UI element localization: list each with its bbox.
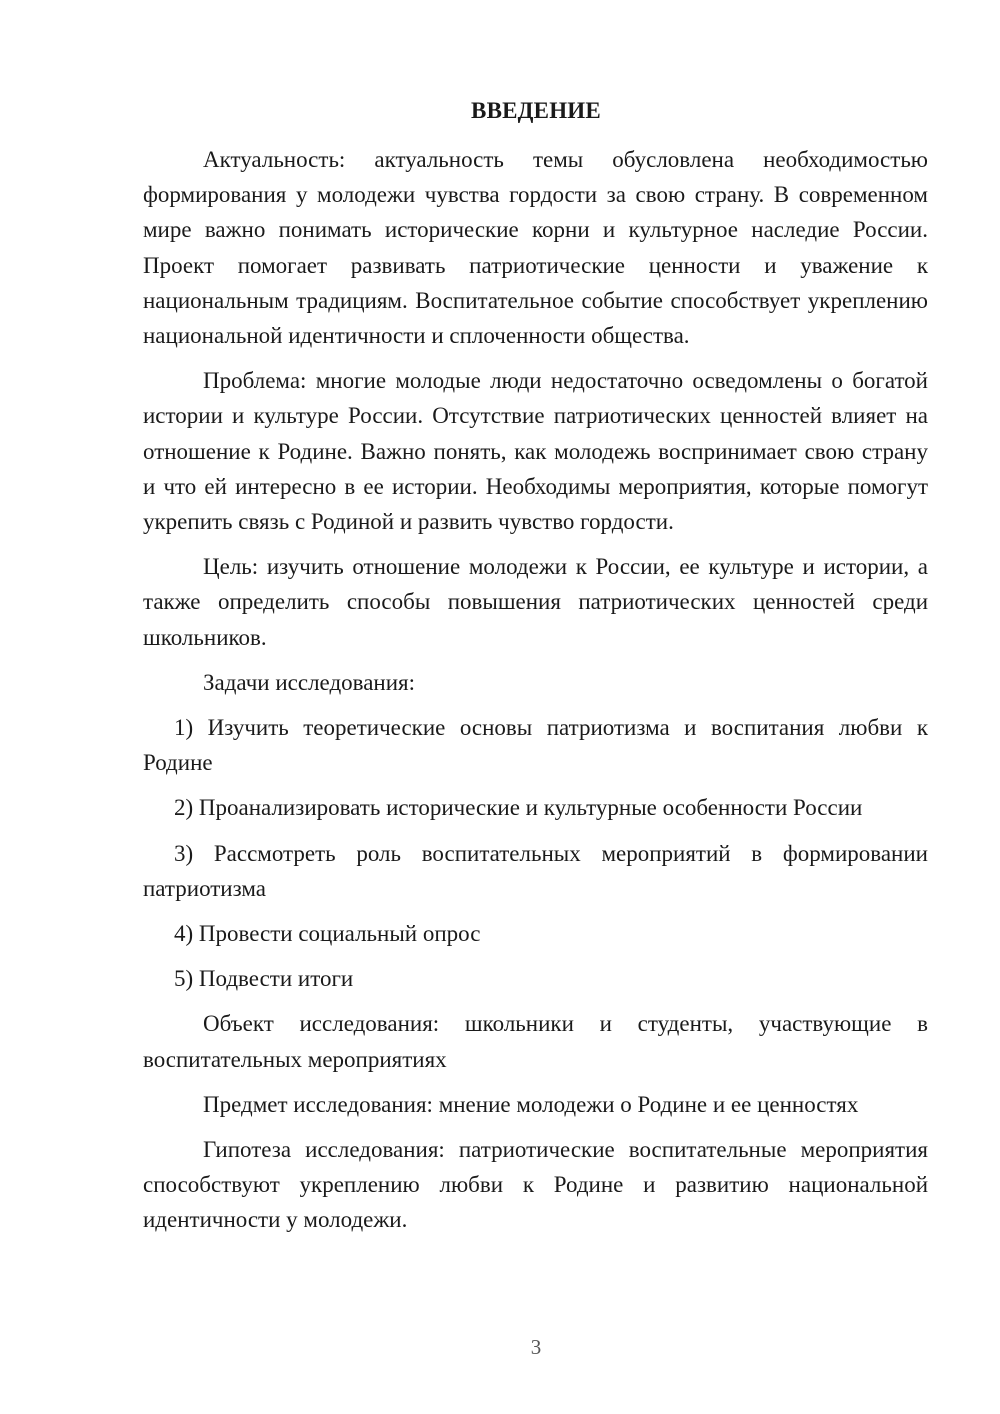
document-body bbox=[143, 142, 928, 1248]
page-number: 3 bbox=[530, 1335, 542, 1359]
paragraph-goal: Цель: изучить отношение молодежи к России, ее культуре и истории, а также определить способы повышения патриотических ценностей среди школьников. bbox=[143, 554, 928, 650]
paragraph-object: Объект исследования: школьники и студенты, участвующие в воспитательных мероприятиях bbox=[143, 1011, 928, 1072]
paragraph-problem: Проблема: многие молодые люди недостаточно осведомлены о богатой истории и культуре России. Отсутствие патриотических ценностей влияет на отношение к Родине. Важно понять, как молодежь воспринимает свою страну и что ей интересно в ее истории. Необходимы мероприятия, которые помогут укрепить связь с Родиной и развить чувство гордости. bbox=[143, 368, 928, 535]
task-item-4: 4) Провести социальный опрос bbox=[174, 921, 481, 947]
task-item-2: 2) Проанализировать исторические и культурные особенности России bbox=[174, 795, 863, 821]
page-title: ВВЕДЕНИЕ bbox=[471, 98, 601, 123]
paragraph-subject: Предмет исследования: мнение молодежи о Родине и ее ценностях bbox=[203, 1091, 859, 1117]
paragraph-relevance: Актуальность: актуальность темы обусловлена необходимостью формирования у молодежи чувства гордости за свою страну. В современном мире важно понимать исторические корни и культурное наследие России. Проект помогает развивать патриотические ценности и уважение к национальным традициям. Воспитательное событие способствует укреплению национальной идентичности и сплоченности общества. bbox=[143, 147, 928, 349]
task-item-3: 3) Рассмотреть роль воспитательных мероприятий в формировании патриотизма bbox=[143, 840, 928, 901]
paragraph-hypothesis: Гипотеза исследования: патриотические воспитательные мероприятия способствуют укреплению любви к Родине и развитию национальной идентичности у молодежи. bbox=[143, 1137, 928, 1233]
task-item-1: 1) Изучить теоретические основы патриотизма и воспитания любви к Родине bbox=[143, 715, 928, 776]
tasks-heading: Задачи исследования: bbox=[203, 669, 416, 695]
task-item-5: 5) Подвести итоги bbox=[174, 966, 354, 992]
